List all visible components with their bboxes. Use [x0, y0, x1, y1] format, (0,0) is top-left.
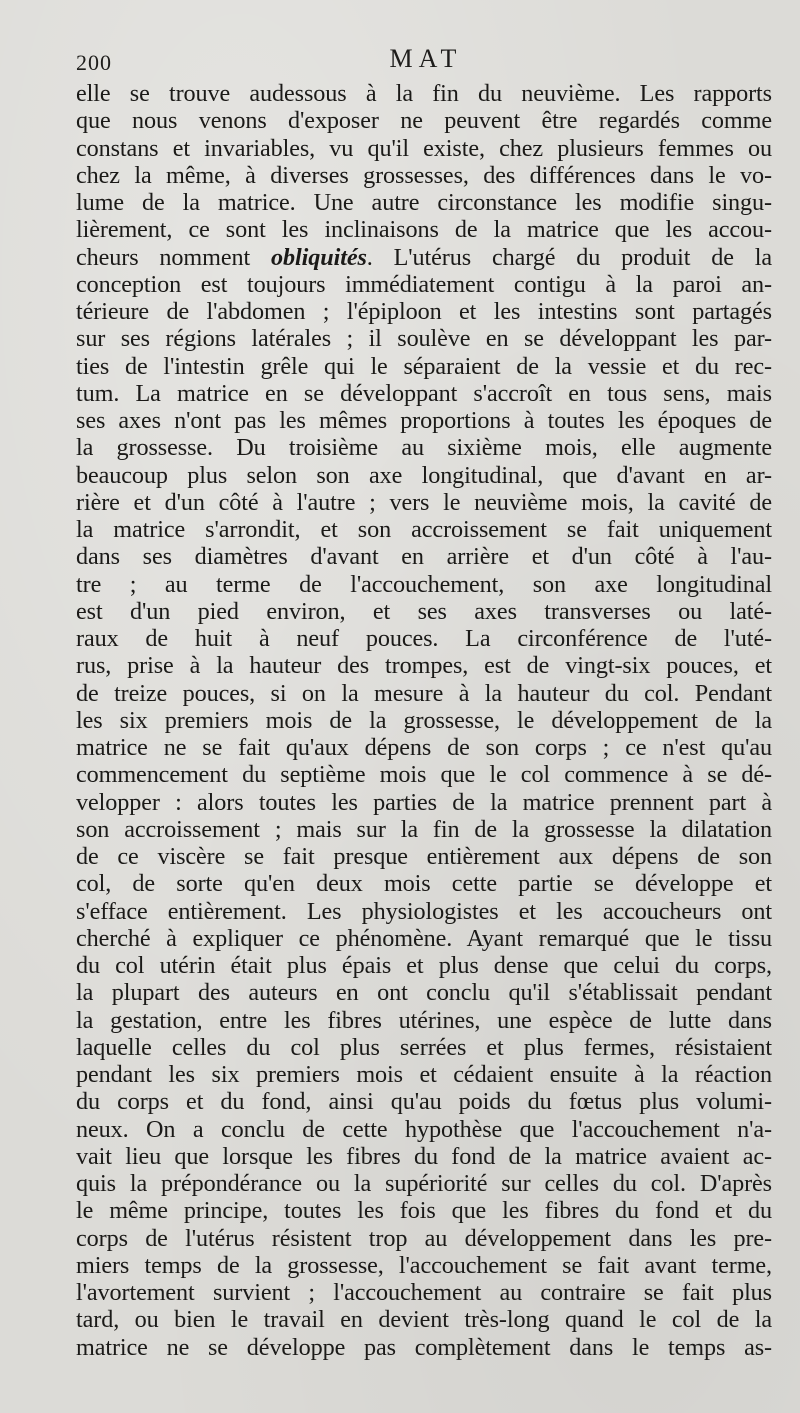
text-line: miers temps de la grossesse, l'accouchement se fait avant terme, — [76, 1251, 772, 1279]
text-line: constans et invariables, vu qu'il existe, chez plusieurs femmes ou — [76, 134, 772, 162]
text-line: conception est toujours immédiatement contigu à la paroi an- — [76, 270, 772, 298]
text-line: dans ses diamètres d'avant en arrière et d'un côté à l'au- — [76, 543, 772, 571]
text-line: la grossesse. Du troisième au sixième mois, elle augmente — [76, 434, 772, 462]
page-number: 200 — [76, 50, 112, 75]
text-line: le même principe, toutes les fois que les fibres du fond et du — [76, 1197, 772, 1225]
text-line: tum. La matrice en se développant s'accroît en tous sens, mais — [76, 379, 772, 407]
text-line: l'avortement survient ; l'accouchement au contraire se fait plus — [76, 1279, 772, 1306]
italic-term: obliquités — [271, 243, 367, 271]
text-line: col, de sorte qu'en deux mois cette partie se développe et — [76, 870, 772, 898]
text-line: matrice ne se fait qu'aux dépens de son corps ; ce n'est qu'au — [76, 734, 772, 761]
text-line: son accroissement ; mais sur la fin de la grossesse la dilatation — [76, 815, 772, 843]
text-line: s'efface entièrement. Les physiologistes et les accoucheurs ont — [76, 897, 772, 925]
text-line: matrice ne se développe pas complètement dans le temps as- — [76, 1333, 772, 1361]
text-line: laquelle celles du col plus serrées et plus fermes, résistaient — [76, 1033, 772, 1061]
text-line: térieure de l'abdomen ; l'épiploon et les intestins sont partagés — [76, 298, 772, 325]
text-line: la matrice s'arrondit, et son accroissement se fait uniquement — [76, 516, 772, 543]
text-line: du col utérin était plus épais et plus dense que celui du corps, — [76, 952, 772, 979]
text-line: ties de l'intestin grêle qui le séparaient de la vessie et du rec- — [76, 352, 772, 380]
text-line: lume de la matrice. Une autre circonstance les modifie singu- — [76, 189, 772, 216]
text-line: neux. On a conclu de cette hypothèse que l'accouchement n'a- — [76, 1115, 772, 1143]
text-line: est d'un pied environ, et ses axes transverses ou laté- — [76, 597, 772, 625]
text-line: ses axes n'ont pas les mêmes proportions à toutes les époques de — [76, 407, 772, 434]
text-line: tard, ou bien le travail en devient très-long quand le col de la — [76, 1306, 772, 1334]
text-line: cherché à expliquer ce phénomène. Ayant remarqué que le tissu — [76, 924, 772, 952]
text-line: de ce viscère se fait presque entièrement aux dépens de son — [76, 843, 772, 870]
text-line: rière et d'un côté à l'autre ; vers le neuvième mois, la cavité de — [76, 488, 772, 516]
text-line: elle se trouve audessous à la fin du neuvième. Les rapports — [76, 80, 772, 107]
text-line: lièrement, ce sont les inclinaisons de la matrice que les accou- — [76, 216, 772, 244]
running-head: MAT — [389, 44, 463, 73]
text-line: quis la prépondérance ou la supériorité sur celles du col. D'après — [76, 1170, 772, 1197]
text-line: sur ses régions latérales ; il soulève en se développant les par- — [76, 325, 772, 353]
text-line: rus, prise à la hauteur des trompes, est de vingt-six pouces, et — [76, 652, 772, 680]
text-line: commencement du septième mois que le col commence à se dé- — [76, 761, 772, 789]
text-line: la plupart des auteurs en ont conclu qu'il s'établissait pendant — [76, 979, 772, 1007]
body-text — [76, 80, 772, 1361]
text-line: beaucoup plus selon son axe longitudinal, que d'avant en ar- — [76, 461, 772, 489]
text-line: vait lieu que lorsque les fibres du fond de la matrice avaient ac- — [76, 1142, 772, 1170]
text-line: velopper : alors toutes les parties de la matrice prennent part à — [76, 788, 772, 816]
text-line: les six premiers mois de la grossesse, le développement de la — [76, 706, 772, 734]
text-line: cheurs nomment obliquités. L'utérus chargé du produit de la — [76, 243, 772, 271]
text-line: raux de huit à neuf pouces. La circonférence de l'uté- — [76, 625, 772, 652]
text-line: chez la même, à diverses grossesses, des différences dans le vo- — [76, 161, 772, 189]
text-line: que nous venons d'exposer ne peuvent être regardés comme — [76, 107, 772, 135]
text-line: la gestation, entre les fibres utérines, une espèce de lutte dans — [76, 1006, 772, 1034]
text-line: tre ; au terme de l'accouchement, son axe longitudinal — [76, 570, 772, 598]
text-line: pendant les six premiers mois et cédaient ensuite à la réaction — [76, 1061, 772, 1088]
text-line: de treize pouces, si on la mesure à la hauteur du col. Pendant — [76, 679, 772, 707]
text-line: du corps et du fond, ainsi qu'au poids du fœtus plus volumi- — [76, 1088, 772, 1116]
text-line: corps de l'utérus résistent trop au développement dans les pre- — [76, 1224, 772, 1252]
page-header — [76, 44, 776, 78]
